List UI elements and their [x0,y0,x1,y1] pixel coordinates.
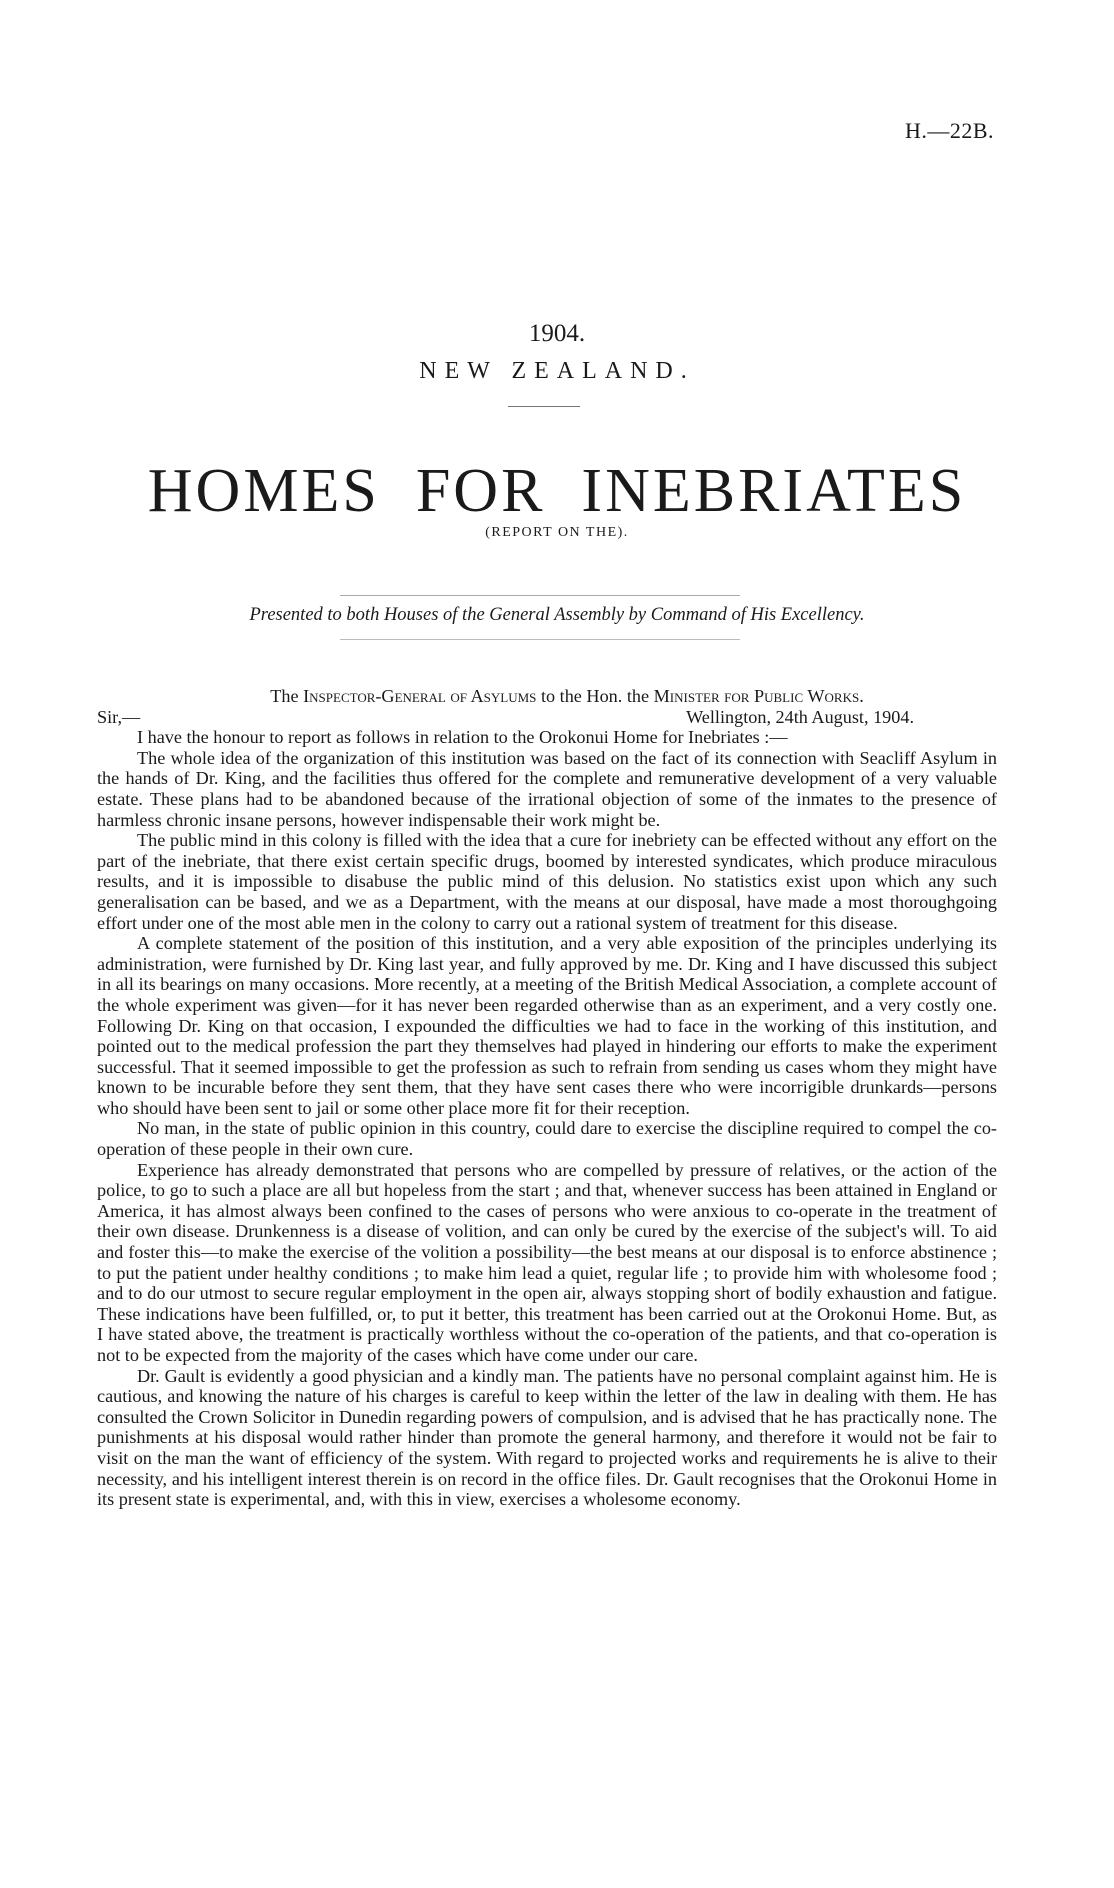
address-text: to the Hon. the [536,686,654,706]
address-text: The [270,686,304,706]
paragraph: The whole idea of the organization of this institution was based on the fact of its connection with Seacliff Asylum in the hands of Dr. King, and the facilities thus offered for the complete and remunerative development of a very valuable estate. These plans had to be abandoned because of the irrational objection of some of the inmates to the presence of harmless chronic insane persons, however indispensable their work might be. [97,747,997,830]
salutation: Sir,— [97,706,141,727]
document-reference: H.—22B. [904,118,994,143]
title-word: INEBRIATES [581,457,967,525]
document-title [0,457,1114,525]
letter-body [97,686,997,1510]
address-text: . [859,686,864,706]
sender-title: Inspector-General of Asylums [303,686,537,706]
address-line [97,686,997,707]
paragraph: Experience has already demonstrated that persons who are compelled by pressure of relatives, or the action of the police, to go to such a place are all but hopeless from the start ; and that, whenever success has been attained in England or America, it has almost always been confined to the cases of persons who were anxious to co-operate in the treatment of their own disease. Drunkenness is a disease of volition, and can only be cured by the exercise of the subject's will. To aid and foster this—to make the exercise of the volition a possibility—the best means at our disposal is to enforce abstinence ; to put the patient under healthy conditions ; to make him lead a quiet, regular life ; to provide him with wholesome food ; and to do our utmost to secure regular employment in the open air, always stopping short of bodily exhaustion and fatigue. These indications have been fulfilled, or, to put it better, this treatment has been carried out at the Orokonui Home. But, as I have stated above, the treatment is practically worthless without the co-operation of the patients, and that co-operation is not to be expected from the majority of the cases which have come under our care. [97,1159,997,1365]
title-word: HOMES [147,457,380,525]
paragraph: No man, in the state of public opinion in this country, could dare to exercise the discipline required to compel the co-operation of these people in their own cure. [97,1118,997,1160]
divider-rule [340,639,740,640]
divider-rule [340,595,740,596]
document-subtitle: (REPORT ON THE). [485,525,629,540]
divider-rule [508,406,580,407]
dateline: Wellington, 24th August, 1904. [686,706,914,727]
paragraph: The public mind in this colony is filled with the idea that a cure for inebriety can be effected without any effort on the part of the inebriate, that there exist certain specific drugs, boomed by interested syndicates, which produce miraculous results, and it is impossible to disabuse the public mind of this delusion. No statistics exist upon which any such generalisation can be based, and we as a Department, with the means at our disposal, have made a most thoroughgoing effort under one of the most able men in the colony to carry out a rational system of treatment for this disease. [97,830,997,933]
recipient-title: Minister for Public Works [653,686,860,706]
salutation-line [97,707,997,728]
title-word: FOR [415,457,546,525]
country-heading: NEW ZEALAND. [419,358,695,384]
paragraph: Dr. Gault is evidently a good physician and a kindly man. The patients have no personal complaint against him. He is cautious, and knowing the nature of his charges is careful to keep within the letter of the law in dealing with them. He has consulted the Crown Solicitor in Dunedin regarding powers of compulsion, and is advised that he has practically none. The punishments at his disposal would rather hinder than promote the general harmony, and therefore it would not be fair to visit on the man the want of efficiency of the system. With regard to projected works and requirements he is alive to their necessity, and his intelligent interest therein is on record in the office files. Dr. Gault recognises that the Orokonui Home in its present state is experimental, and, with this in view, exercises a wholesome economy. [97,1365,997,1510]
paragraph: I have the honour to report as follows in relation to the Orokonui Home for Inebriates :— [137,727,788,748]
year-heading: 1904. [528,320,586,347]
presented-line: Presented to both Houses of the General Assembly by Command of His Excellency. [249,605,865,625]
paragraph: A complete statement of the position of this institution, and a very able exposition of the principles underlying its administration, were furnished by Dr. King last year, and fully approved by me. Dr. King and I have discussed this subject in all its bearings on many occasions. More recently, at a meeting of the British Medical Association, a complete account of the whole experiment was given—for it has never been regarded otherwise than as an experiment, and a very costly one. Following Dr. King on that occasion, I expounded the difficulties we had to face in the working of this institution, and pointed out to the medical profession the part they themselves had played in hindering our efforts to make the experiment successful. That it seemed impossible to get the profession as such to refrain from sending us cases whom they might have known to be incurable before they sent them, that they have sent cases there who were incorrigible drunkards—persons who should have been sent to jail or some other place more fit for their reception. [97,933,997,1118]
